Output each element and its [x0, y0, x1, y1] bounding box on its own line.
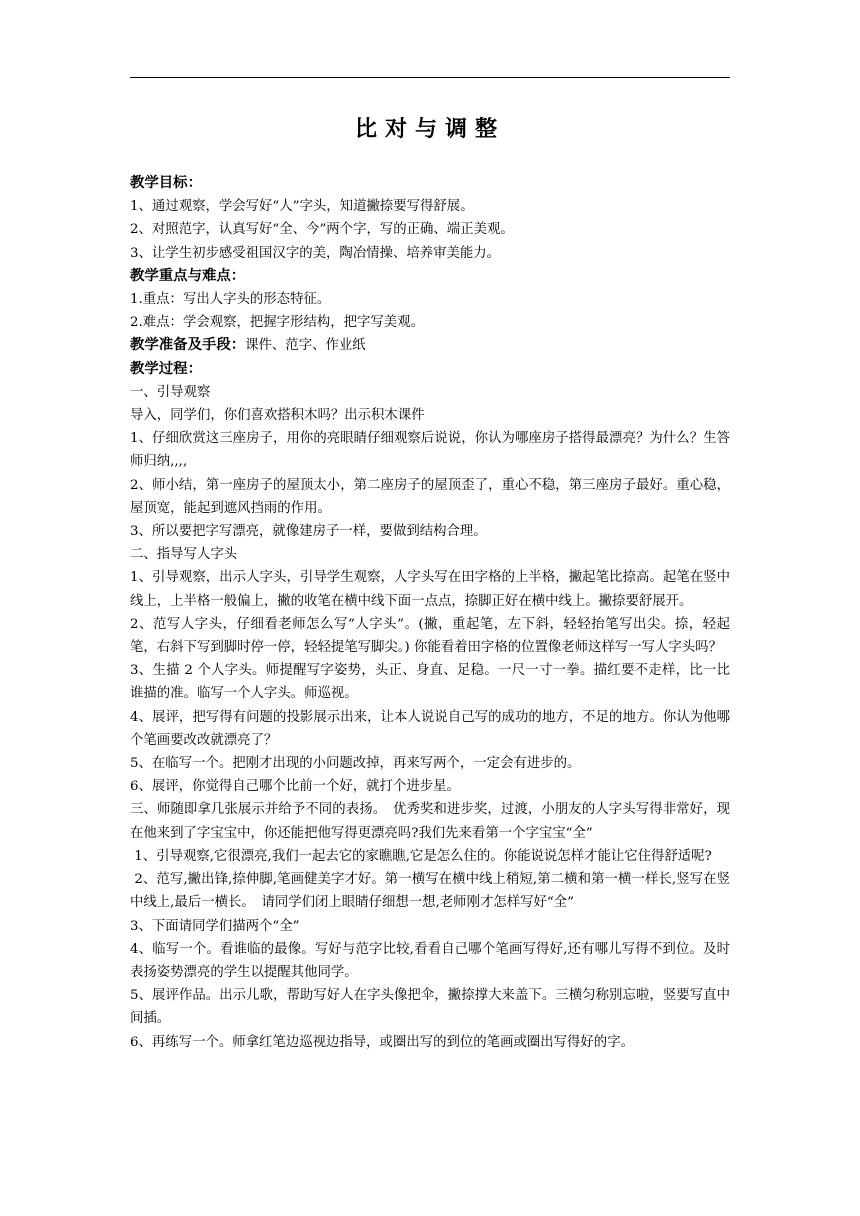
- section-heading-goals: 教学目标：: [130, 175, 202, 191]
- document-body: [130, 172, 744, 1054]
- section-heading-prep: 教学准备及手段：: [130, 337, 246, 354]
- process-paragraph: 5、展评作品。出示儿歌，帮助写好人在字头像把伞，撇捺撑大来盖下。三横匀称别忘啦，竖要写直中间插。: [130, 988, 730, 1027]
- header-rule: [130, 77, 730, 78]
- process-paragraph: 6、展评，你觉得自己哪个比前一个好，就打个进步星。: [130, 779, 460, 795]
- process-paragraph: 一、引导观察: [130, 384, 211, 400]
- prep-line: [130, 334, 730, 357]
- process-paragraph: 6、再练写一个。师拿红笔边巡视边指导，或圈出写的到位的笔画或圈出写得好的字。: [130, 1034, 634, 1050]
- goal-item: 1、通过观察，学会写好“人”字头，知道撇捺要写得舒展。: [130, 199, 474, 215]
- section-heading-key-points: 教学重点与难点：: [130, 267, 246, 284]
- process-paragraph: 4、展评，把写得有问题的投影展示出来，让本人说说自己写的成功的地方，不足的地方。你认为他哪个笔画要改改就漂亮了？: [130, 709, 730, 748]
- prep-text: 课件、范字、作业纸: [245, 338, 366, 354]
- process-paragraph: 3、所以要把字写漂亮，就像建房子一样，要做到结构合理。: [130, 524, 487, 540]
- process-paragraph: 导入，同学们，你们喜欢搭积木吗？出示积木课件: [130, 408, 425, 424]
- process-paragraph: 5、在临写一个。把刚才出现的小问题改掉，再来写两个，一定会有进步的。: [130, 756, 581, 772]
- process-paragraph: 三、师随即拿几张展示并给予不同的表扬。 优秀奖和进步奖，过渡，小朋友的人字头写得非常好，现在他来到了字宝宝中，你还能把他写得更漂亮吗?我们先来看第一个字宝宝“全”: [130, 802, 730, 841]
- key-point-item: 1.重点：写出人字头的形态特征。: [130, 292, 331, 308]
- process-paragraph: 2、范写人字头，仔细看老师怎么写“人字头”。(撇，重起笔，左下斜，轻轻抬笔写出尖。捺，轻起笔，右斜下写到脚时停一停，轻轻提笔写脚尖。) 你能看着田字格的位置像老师这样写一写人字头吗？: [130, 616, 730, 656]
- process-paragraph: 1、引导观察，出示人字头，引导学生观察，人字头写在田字格的上半格，撇起笔比捺高。起笔在竖中线上，上半格一般偏上，撇的收笔在横中线下面一点点，捺脚正好在横中线上。撇捺要舒展开。: [130, 570, 730, 609]
- process-paragraph: 1、仔细欣赏这三座房子，用你的亮眼睛仔细观察后说说，你认为哪座房子搭得最漂亮？为什么？生答 师归纳,,,,: [130, 431, 744, 470]
- process-paragraph: 4、临写一个。看谁临的最像。写好与范字比较,看看自己哪个笔画写得好,还有哪儿写得不到位。及时表扬姿势漂亮的学生以提醒其他同学。: [130, 941, 730, 980]
- process-paragraph: 二、指导写人字头: [130, 547, 238, 563]
- process-paragraph: 1、引导观察,它很漂亮,我们一起去它的家瞧瞧,它是怎么住的。你能说说怎样才能让它住得舒适呢?: [130, 848, 712, 864]
- goal-item: 2、对照范字，认真写好“全、今”两个字，写的正确、端正美观。: [130, 222, 514, 238]
- goal-item: 3、让学生初步感受祖国汉字的美，陶冶情操、培养审美能力。: [130, 245, 501, 261]
- page-title: 比对与调整: [354, 117, 505, 142]
- process-paragraph: 2、师小结，第一座房子的屋顶太小，第二座房子的屋顶歪了，重心不稳，第三座房子最好。重心稳，屋顶宽，能起到遮风挡雨的作用。: [130, 477, 730, 516]
- process-paragraph: 3、生描 2 个人字头。师提醒写字姿势，头正、身直、足稳。一尺一寸一拳。描红要不走样，比一比谁描的准。临写一个人字头。师巡视。: [130, 663, 730, 702]
- key-point-item: 2.难点：学会观察，把握字形结构，把字写美观。: [130, 315, 424, 331]
- process-paragraph: 2、范写,撇出锋,捺伸脚,笔画健美字才好。第一横写在横中线上稍短,第二横和第一横一样长,竖写在竖中线上,最后一横长。 请同学们闭上眼睛仔细想一想,老师刚才怎样写好“全”: [130, 872, 730, 911]
- section-heading-process: 教学过程：: [130, 360, 202, 377]
- process-paragraph: 3、下面请同学们描两个“全”: [130, 918, 300, 934]
